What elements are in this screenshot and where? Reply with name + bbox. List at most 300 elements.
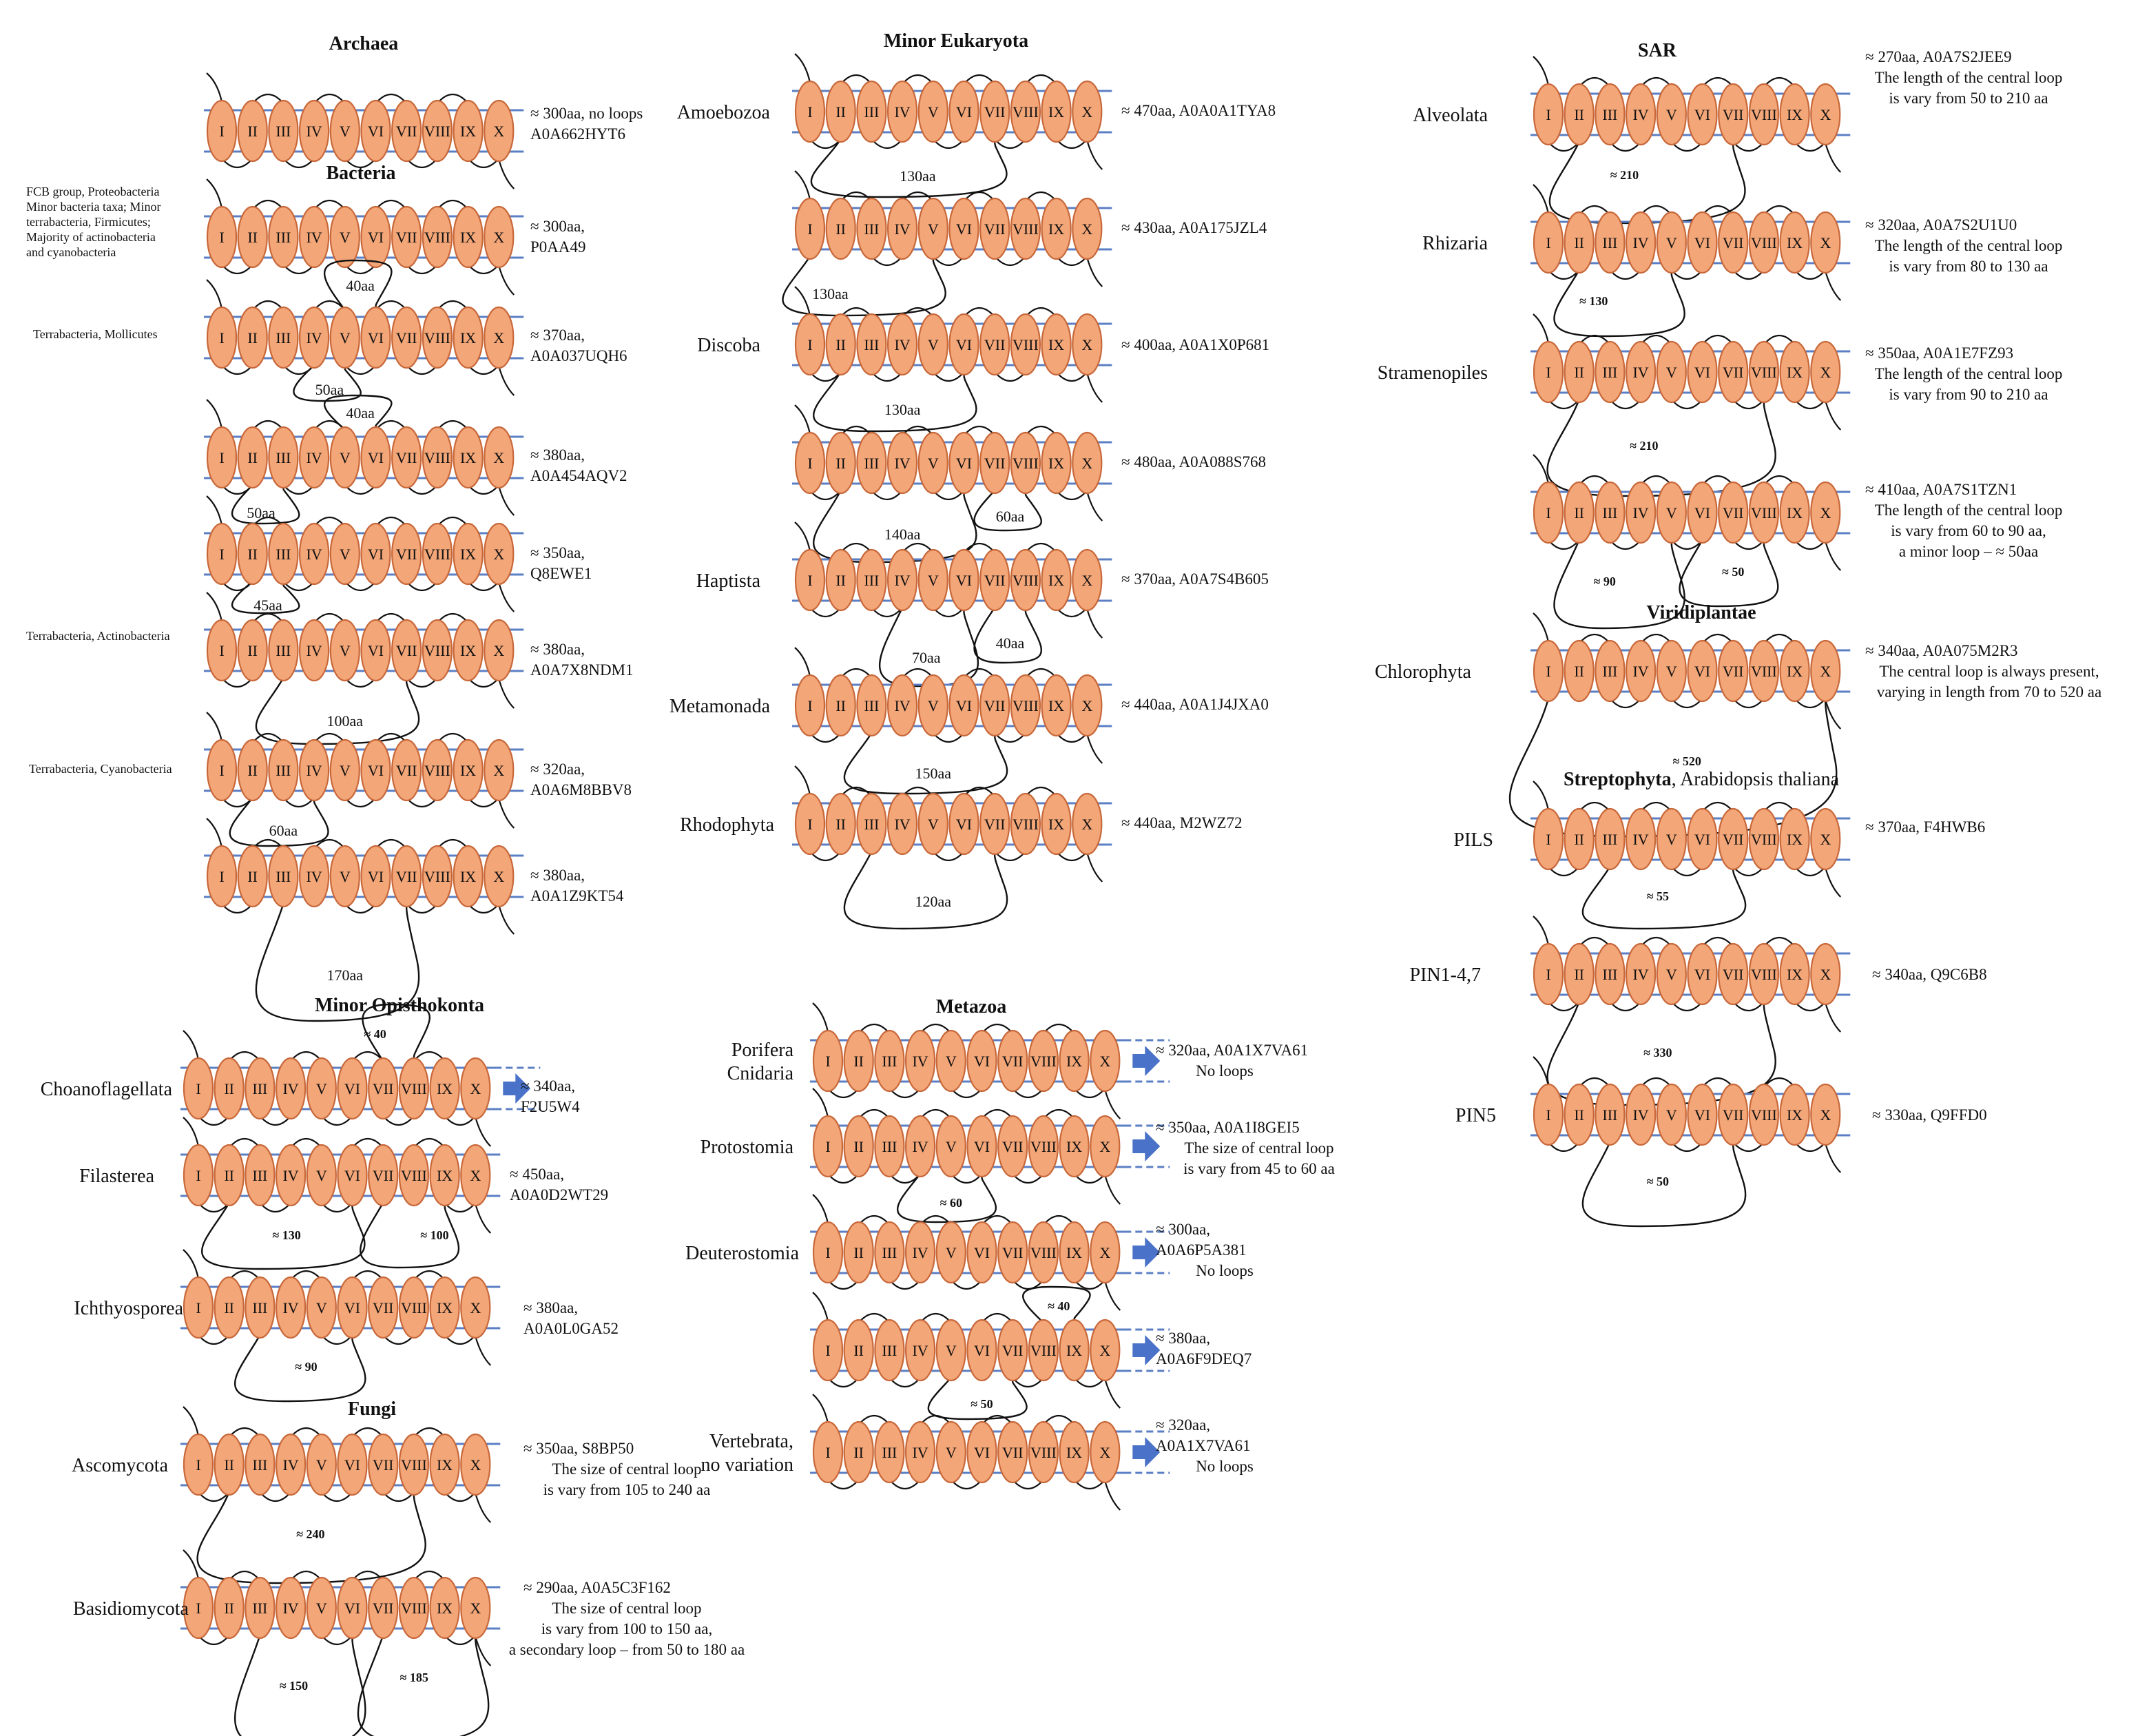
helix-numeral: X [1081,103,1093,121]
loop-length-label: ≈ 50 [1722,565,1745,579]
tm-helix [238,524,267,584]
helix-numeral: VI [1694,966,1711,983]
tm-helix [392,307,421,368]
loop-length-label: ≈ 240 [296,1527,325,1541]
tm-helix [1657,212,1686,273]
helix-numeral: I [219,642,225,659]
tm-helix [1626,944,1655,1004]
helix-numeral: III [252,1080,268,1097]
helix-numeral: I [807,455,813,472]
helix-numeral: III [882,1138,897,1155]
helix-numeral: VI [973,1444,990,1461]
protein-deuterostomia-2 [810,1287,1252,1419]
helix-numeral: VI [367,449,384,466]
helix-numeral: X [493,868,505,885]
helix-numeral: III [1602,106,1618,123]
tm-helix [1657,809,1686,869]
taxon-group-note: Terrabacteria, Actinobacteria [26,629,170,643]
helix-numeral: VII [1722,106,1744,123]
tm-helix [998,1222,1027,1283]
helix-numeral: IX [459,449,477,466]
tm-helix [184,1434,213,1495]
tm-helix [937,1422,966,1482]
helix-numeral: VI [1694,1106,1711,1124]
loop-length-label: 60aa [995,508,1025,525]
helix-numeral: I [807,220,813,238]
helix-numeral: II [853,1138,864,1155]
tm-helix [888,433,917,493]
helix-numeral: VI [344,1600,361,1617]
tm-helix [215,1578,244,1638]
helix-numeral: V [339,642,351,659]
protein-info: ≈ 400aa, A0A1X0P681 [1121,336,1270,353]
tm-helix [484,427,513,488]
helix-numeral: III [1602,663,1618,680]
helix-numeral: IX [459,229,477,246]
loop-length-label: ≈ 210 [1630,439,1659,453]
tm-helix [1060,1031,1089,1091]
tm-helix [1060,1222,1089,1283]
helix-numeral: VII [1722,504,1744,521]
tm-helix [430,1145,459,1206]
helix-numeral: III [276,123,291,140]
tm-helix [968,1222,997,1283]
tm-helix [1565,641,1594,701]
helix-numeral: VII [984,572,1006,589]
tm-helix [331,307,360,368]
helix-numeral: IX [436,1600,453,1617]
tm-helix [238,101,267,161]
protein-chlorophyta [1375,613,2101,836]
loop-length-label: 70aa [912,649,941,666]
helix-numeral: V [339,762,351,779]
tm-helix [1626,212,1655,273]
taxon-label: Protostomia [700,1137,793,1158]
tm-helix [245,1434,274,1495]
helix-numeral: VII [372,1299,394,1316]
tm-helix [857,198,886,259]
tm-helix [950,433,979,493]
tm-helix [1090,1031,1119,1091]
helix-numeral: VII [1001,1444,1024,1461]
tm-helix [1072,81,1101,142]
tm-helix [1534,84,1563,145]
protein-info: ≈ 380aa, [523,1299,579,1316]
tm-helix [1011,314,1040,375]
helix-numeral: IV [306,229,322,246]
helix-numeral: IX [1066,1138,1083,1155]
tm-helix [484,307,513,368]
protein-info: ≈ 450aa, [510,1166,565,1183]
protein-info: ≈ 300aa, no loops [530,105,643,122]
tm-helix [1750,482,1778,543]
helix-numeral: VI [1694,663,1711,680]
helix-numeral: IV [282,1167,299,1184]
tm-helix [307,1058,336,1119]
helix-numeral: VI [973,1244,990,1261]
tm-helix [968,1320,997,1381]
helix-numeral: VIII [400,1167,427,1184]
tm-helix [454,740,483,800]
protein-bacteria-7 [204,818,624,1021]
helix-numeral: VIII [400,1080,427,1097]
tm-helix [423,620,452,681]
protein-info: ≈ 350aa, [530,544,585,561]
tm-helix [1595,809,1624,869]
helix-numeral: VI [367,229,384,246]
loop-length-label: 130aa [900,167,936,185]
taxon-group-note: Terrabacteria, Cyanobacteria [29,762,172,776]
helix-numeral: VI [1694,831,1711,848]
protein-info: The length of the central loop [1874,237,2063,254]
tm-helix [1688,1084,1717,1145]
tm-helix [1042,433,1071,493]
tm-helix [338,1145,367,1206]
helix-numeral: II [835,455,847,472]
tm-helix [1626,84,1655,145]
taxon-group-note: Terrabacteria, Mollicutes [33,327,158,341]
taxon-label: PIN5 [1455,1105,1496,1126]
helix-numeral: II [1574,364,1585,381]
tm-helix [919,675,948,736]
protein-info: ≈ 300aa, [530,218,585,235]
tm-helix [184,1277,213,1338]
tm-helix [430,1058,459,1119]
helix-numeral: VIII [1012,336,1039,353]
helix-numeral: V [339,868,351,885]
helix-numeral: III [882,1444,897,1461]
tm-helix [423,207,452,267]
tm-helix [423,740,452,800]
helix-numeral: VI [955,220,973,238]
tm-helix [1688,342,1717,402]
tm-helix [1072,433,1101,493]
tm-helix [1011,81,1040,142]
helix-numeral: IV [306,123,322,140]
tm-helix [399,1578,428,1638]
section-title-minor-eukaryota: Minor Eukaryota [883,30,1029,52]
loop-length-label: 130aa [812,285,849,302]
tm-helix [1565,84,1594,145]
tm-helix [857,675,886,736]
tm-helix [919,198,948,259]
tm-helix [1657,944,1686,1004]
helix-numeral: X [1081,572,1093,589]
tm-helix [1565,809,1594,869]
taxon-label: PILS [1453,829,1493,851]
helix-numeral: V [927,336,939,353]
tm-helix [307,1578,336,1638]
tm-helix [1657,482,1686,543]
helix-numeral: V [927,697,939,714]
tm-helix [1595,84,1624,145]
tm-helix [1042,81,1071,142]
tm-helix [888,794,917,854]
helix-numeral: VI [955,103,973,121]
helix-numeral: IX [1066,1053,1083,1070]
tm-helix [813,1320,842,1381]
helix-numeral: VII [984,220,1006,238]
helix-numeral: VIII [1012,103,1039,121]
protein-haptista [696,522,1269,686]
tm-helix [888,81,917,142]
helix-numeral: IV [282,1080,299,1097]
tm-helix [461,1058,490,1119]
tm-helix [300,620,329,681]
helix-numeral: III [276,868,291,885]
helix-numeral: II [247,642,258,659]
helix-numeral: I [1546,1106,1551,1124]
helix-numeral: VI [344,1299,361,1316]
helix-numeral: III [252,1600,268,1617]
tm-helix [215,1434,244,1495]
protein-info: ≈ 300aa, [1156,1221,1211,1238]
helix-numeral: V [1665,966,1677,983]
helix-numeral: III [864,697,880,714]
protein-info: ≈ 320aa, A0A7S2U1U0 [1865,216,2017,234]
tm-helix [937,1222,966,1283]
tm-helix [307,1434,336,1495]
helix-numeral: II [224,1456,235,1474]
tm-helix [362,307,391,368]
tm-helix [269,620,298,681]
protein-info: ≈ 370aa, F4HWB6 [1865,818,1986,836]
helix-numeral: VIII [424,868,450,885]
protein-ascomycota [72,1407,710,1583]
tm-helix [331,524,360,584]
helix-numeral: IV [894,220,911,238]
tm-helix [875,1031,904,1091]
tm-helix [215,1058,244,1119]
tm-helix [1072,550,1101,610]
helix-numeral: VII [1001,1138,1024,1155]
tm-helix [454,101,483,161]
loop-length-label: ≈ 100 [420,1228,449,1242]
helix-numeral: IV [894,572,911,589]
tm-helix [1811,1084,1840,1145]
helix-numeral: I [219,329,225,347]
protein-pils [1453,781,1985,929]
tm-helix [484,207,513,267]
helix-numeral: III [252,1299,268,1316]
helix-numeral: II [224,1167,235,1184]
loop-length-label: 40aa [995,634,1025,652]
tm-helix [796,794,824,854]
helix-numeral: III [276,449,291,466]
helix-numeral: X [470,1080,481,1097]
tm-helix [362,846,391,907]
helix-numeral: IV [912,1053,928,1070]
protein-amoebozoa-1 [677,54,1276,197]
helix-numeral: VIII [424,449,450,466]
helix-numeral: III [864,816,880,833]
helix-numeral: VI [367,329,384,347]
helix-numeral: VIII [424,229,450,246]
tm-helix [1595,1084,1624,1145]
tm-helix [238,846,267,907]
tm-helix [1781,641,1809,701]
helix-numeral: I [1546,966,1551,983]
taxon-label: Porifera [731,1040,793,1061]
helix-numeral: I [1546,364,1551,381]
tm-helix [1029,1320,1058,1381]
tm-helix [1042,314,1071,375]
loop-length-label: 150aa [915,765,952,782]
helix-numeral: IV [1632,106,1649,123]
tm-helix [1072,314,1101,375]
loop-length-label: ≈ 130 [1579,294,1608,308]
taxon-label: Stramenopiles [1377,362,1488,384]
helix-numeral: III [1602,364,1618,381]
protein-info: ≈ 330aa, Q9FFD0 [1872,1106,1987,1124]
tm-helix [392,524,421,584]
tm-helix [998,1422,1027,1482]
helix-numeral: IX [459,868,477,885]
section-title-viridiplantae: Viridiplantae [1646,602,1756,623]
protein-info: is vary from 50 to 210 aa [1889,90,2048,107]
loop-length-label: ≈ 90 [295,1360,318,1374]
helix-numeral: IX [1786,364,1803,381]
tm-helix [1811,342,1840,402]
helix-numeral: IX [1066,1444,1083,1461]
protein-info: A0A0L0GA52 [523,1320,619,1337]
helix-numeral: I [807,336,813,353]
helix-numeral: III [252,1167,268,1184]
helix-numeral: X [1081,816,1093,833]
loop-length-label: ≈ 50 [1646,1175,1669,1188]
tm-helix [269,524,298,584]
protein-info: a minor loop – ≈ 50aa [1898,543,2039,560]
tm-helix [1657,1084,1686,1145]
helix-numeral: V [315,1456,327,1474]
helix-numeral: IX [1048,697,1065,714]
tm-helix [796,675,824,736]
protein-info: is vary from 90 to 210 aa [1889,386,2048,403]
helix-numeral: IV [282,1299,299,1316]
taxon-label: Rhizaria [1422,233,1488,254]
helix-numeral: VI [1694,364,1711,381]
helix-numeral: VII [395,449,417,466]
tm-helix [998,1320,1027,1381]
helix-numeral: VII [372,1080,394,1097]
protein-vertebrata [700,1394,1253,1510]
helix-numeral: VIII [1030,1053,1057,1070]
protein-info: ≈ 470aa, A0A0A1TYA8 [1121,102,1276,119]
helix-numeral: X [493,329,505,347]
tm-helix [1719,944,1747,1004]
helix-numeral: VII [395,546,417,563]
protein-info: ≈ 380aa, [1156,1330,1211,1347]
protein-info: ≈ 380aa, [530,446,585,464]
helix-numeral: IX [1066,1244,1083,1261]
helix-numeral: IV [912,1444,928,1461]
helix-numeral: IV [912,1244,928,1261]
tm-helix [461,1145,490,1206]
tm-helix [1060,1422,1089,1482]
tm-helix [796,433,824,493]
protein-info: varying in length from 70 to 520 aa [1876,683,2102,701]
tm-helix [1657,84,1686,145]
tm-helix [844,1422,873,1482]
tm-helix [1595,342,1624,402]
taxon-label: Deuterostomia [685,1243,799,1264]
helix-numeral: IV [894,336,911,353]
helix-numeral: V [1665,504,1677,521]
protein-info: A0A662HYT6 [530,125,625,143]
helix-numeral: IX [436,1456,453,1474]
tm-helix [307,1145,336,1206]
helix-numeral: II [247,123,258,140]
helix-numeral: VI [1694,234,1711,251]
helix-numeral: IV [894,697,911,714]
tm-helix [857,81,886,142]
tm-helix [1750,809,1778,869]
helix-numeral: IX [1786,663,1803,680]
helix-numeral: II [835,697,847,714]
helix-numeral: IV [894,455,911,472]
tm-helix [269,307,298,368]
tm-helix [1719,84,1747,145]
taxon-group-note: Majority of actinobacteria [26,230,156,244]
helix-numeral: VIII [1750,106,1777,123]
helix-numeral: VII [1722,831,1744,848]
taxon-label: Cnidaria [727,1063,793,1084]
helix-numeral: II [835,336,847,353]
helix-numeral: V [927,816,939,833]
loop-length-label: 120aa [915,893,952,910]
helix-numeral: V [927,103,939,121]
protein-info: ≈ 270aa, A0A7S2JEE9 [1865,48,2012,65]
helix-numeral: II [835,572,847,589]
tm-helix [1626,342,1655,402]
loop-length-label: ≈ 40 [1048,1299,1070,1313]
tm-helix [238,207,267,267]
tm-helix [1781,809,1809,869]
tm-helix [1781,944,1809,1004]
helix-numeral: IX [459,642,477,659]
helix-numeral: I [196,1167,201,1184]
helix-numeral: VII [372,1600,394,1617]
tm-helix [1688,212,1717,273]
tm-helix [827,314,855,375]
helix-numeral: IX [459,329,477,347]
helix-numeral: IX [436,1299,453,1316]
protein-bacteria-3 [204,395,627,524]
protein-info: P0AA49 [530,238,586,256]
protein-info: A0A0D2WT29 [510,1186,609,1203]
tm-helix [245,1578,274,1638]
protein-info: A0A037UQH6 [530,347,627,364]
protein-info: ≈ 370aa, A0A7S4B605 [1121,570,1269,588]
helix-numeral: V [339,229,351,246]
cytoplasmic-loop [1550,142,1745,223]
tm-helix [980,550,1009,610]
protein-amoebozoa-2 [782,171,1267,316]
tm-helix [937,1116,966,1177]
helix-numeral: VII [1001,1053,1024,1070]
helix-numeral: IV [894,103,911,121]
helix-numeral: X [1820,966,1831,983]
loop-length-label: ≈ 330 [1643,1046,1672,1060]
helix-numeral: III [276,329,291,347]
helix-numeral: VII [395,123,417,140]
protein-bacteria-2 [204,260,627,401]
helix-numeral: X [470,1299,481,1316]
helix-numeral: VIII [1012,697,1039,714]
tm-helix [857,794,886,854]
tm-helix [392,620,421,681]
protein-bacteria-1 [204,179,586,295]
